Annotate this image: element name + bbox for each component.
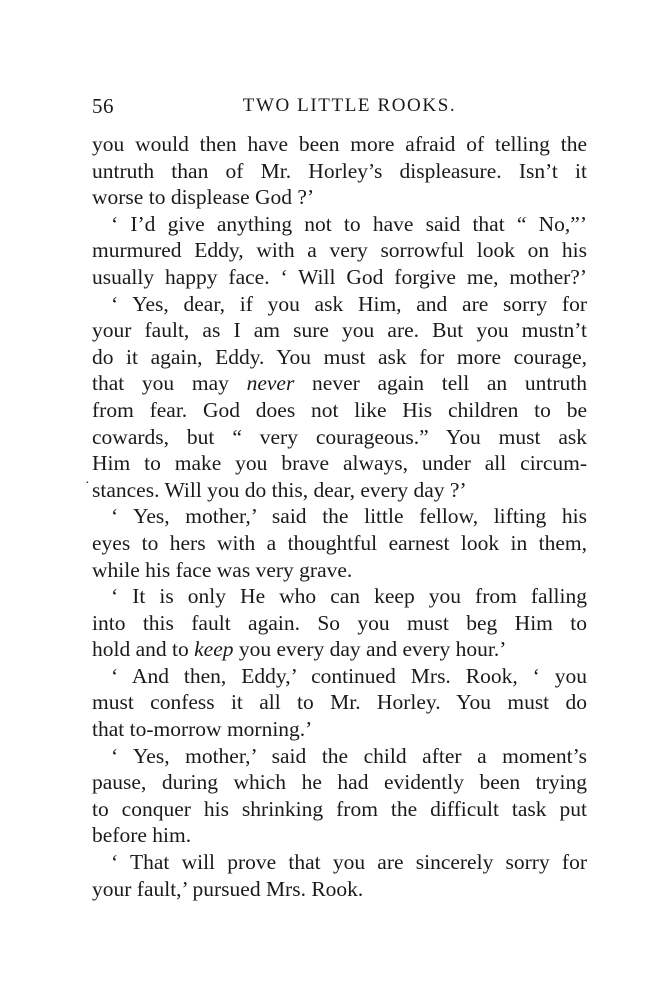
page-header <box>92 92 587 120</box>
page-number: 56 <box>92 94 114 118</box>
text-line: before him. <box>92 823 192 848</box>
text-line: Him to make you brave always, under all circum- <box>92 451 587 476</box>
text-line: eyes to hers with a thoughtful earnest look in them, <box>92 530 587 555</box>
body-text <box>92 131 587 902</box>
text-line: ‘ It is only He who can keep you from falling <box>111 584 587 609</box>
text-line: cowards, but “ very courageous.” You must ask <box>92 424 587 449</box>
text-line: ‘ I’d give anything not to have said that “ No,”’ <box>111 211 587 236</box>
text-line: that you may never never again tell an untruth <box>92 371 587 396</box>
running-head: TWO LITTLE ROOKS. <box>242 95 457 116</box>
text-line: that to-morrow morning.’ <box>92 717 313 742</box>
text-line: ‘ That will prove that you are sincerely sorry for <box>111 850 587 875</box>
text-line: to conquer his shrinking from the difficult task put <box>92 796 587 821</box>
text-line: from fear. God does not like His children to be <box>92 397 587 422</box>
text-line: pause, during which he had evidently been trying <box>92 770 587 795</box>
text-line: murmured Eddy, with a very sorrowful look on his <box>92 238 587 263</box>
text-line: usually happy face. ‘ Will God forgive me, mother?’ <box>92 264 587 289</box>
text-line: worse to displease God ?’ <box>92 185 315 210</box>
margin-mark: · <box>85 476 90 491</box>
text-line: your fault, as I am sure you are. But you mustn’t <box>92 318 587 343</box>
text-line: stances. Will you do this, dear, every day ?’ <box>92 477 467 502</box>
text-line: untruth than of Mr. Horley’s displeasure. Isn’t it <box>92 158 587 183</box>
text-line: ‘ Yes, mother,’ said the little fellow, lifting his <box>111 504 587 529</box>
text-line: ‘ Yes, dear, if you ask Him, and are sorry for <box>111 291 587 316</box>
text-line: hold and to keep you every day and every hour.’ <box>92 637 507 662</box>
text-line: while his face was very grave. <box>92 557 353 582</box>
text-line: do it again, Eddy. You must ask for more courage, <box>92 344 587 369</box>
italic-word: never <box>246 371 295 396</box>
text-line: ‘ And then, Eddy,’ continued Mrs. Rook, ‘ you <box>111 663 587 688</box>
text-line: your fault,’ pursued Mrs. Rook. <box>92 876 364 901</box>
italic-word: keep <box>194 637 234 662</box>
text-line: into this fault again. So you must beg Him to <box>92 610 587 635</box>
text-line: you would then have been more afraid of telling the <box>92 132 587 156</box>
text-line: ‘ Yes, mother,’ said the child after a moment’s <box>111 743 587 768</box>
text-line: must confess it all to Mr. Horley. You must do <box>92 690 587 715</box>
